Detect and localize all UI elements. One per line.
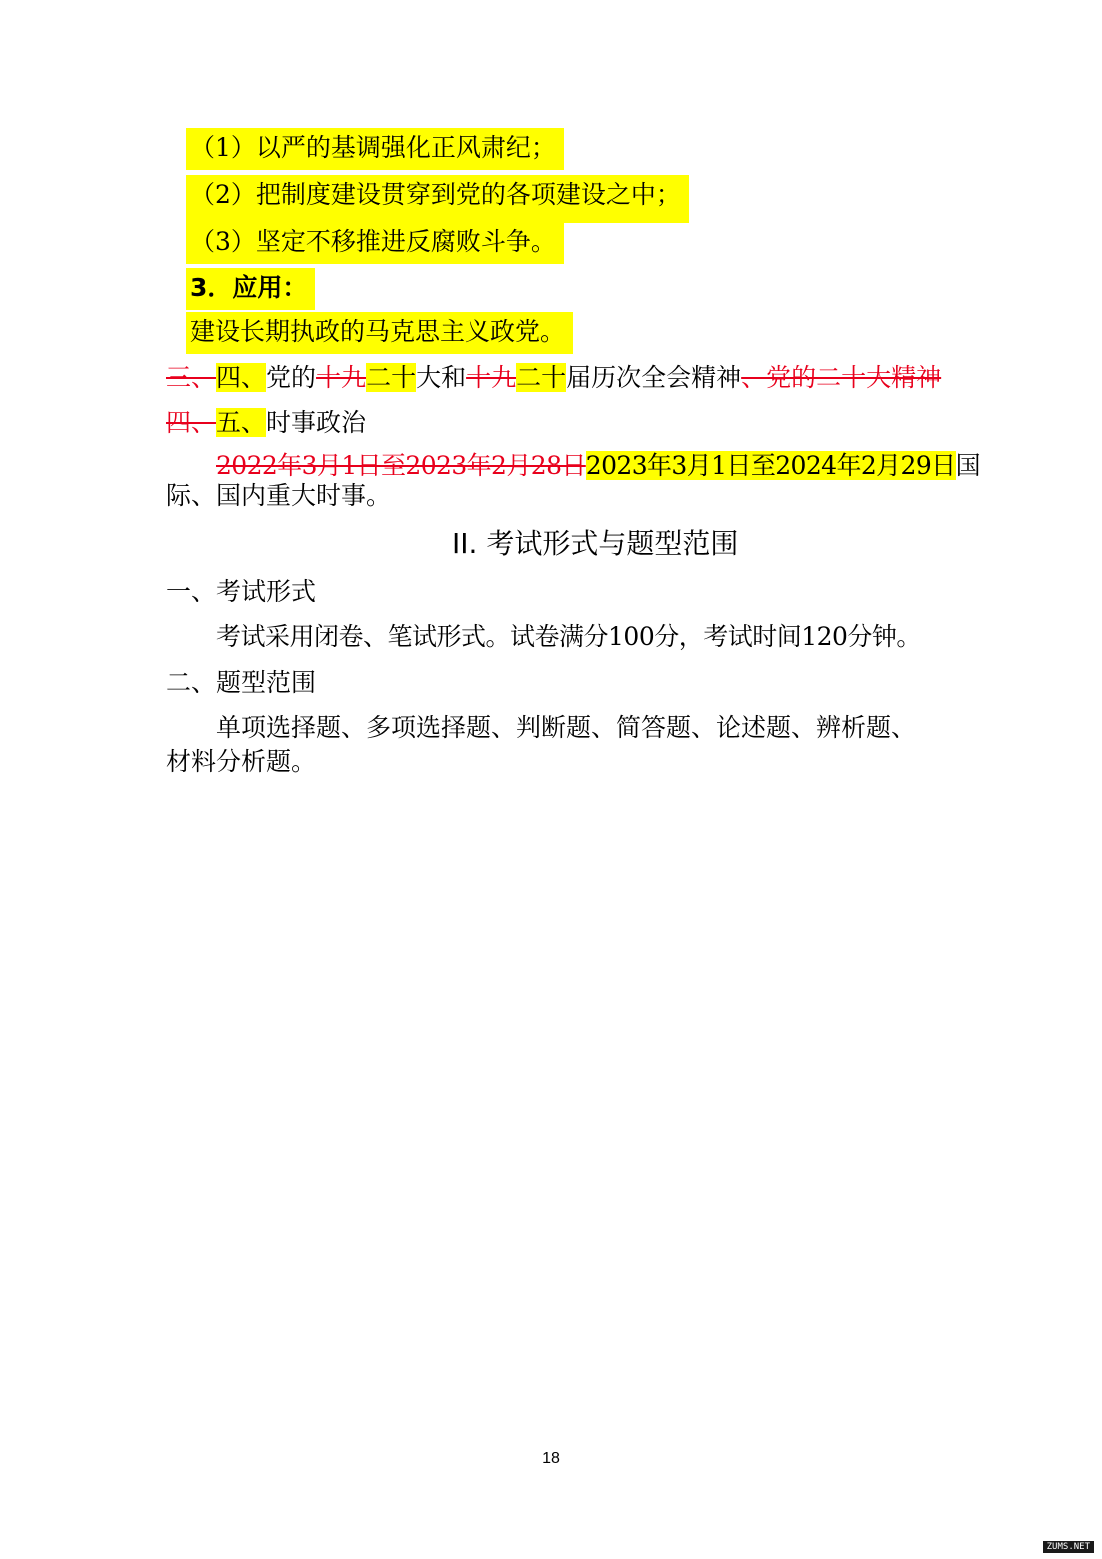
section-four-heading bbox=[166, 360, 941, 396]
application-heading bbox=[186, 268, 315, 310]
current-affairs-tail-1: 国 bbox=[955, 451, 980, 480]
list-item-1-text: （1）以严的基调强化正风肃纪； bbox=[186, 128, 564, 170]
question-types-body-line-1 bbox=[216, 710, 916, 746]
question-types-body-line-2 bbox=[166, 744, 316, 780]
deleted-section-number: 三、 bbox=[166, 363, 217, 392]
section-four-text-3: 届历次全会精神 bbox=[566, 363, 742, 392]
exam-format-body-text: 考试采用闭卷、笔试形式。试卷满分100分，考试时间120分钟。 bbox=[216, 622, 921, 651]
question-types-body-text-1: 单项选择题、多项选择题、判断题、简答题、论述题、辨析题、 bbox=[216, 713, 917, 742]
current-affairs-tail-2: 际、国内重大时事。 bbox=[166, 481, 392, 510]
list-item-2 bbox=[186, 175, 689, 223]
exam-format-title bbox=[166, 574, 316, 610]
deleted-section-tail: 、党的二十大精神 bbox=[741, 363, 942, 392]
section-four-text-1: 党的 bbox=[266, 363, 317, 392]
question-types-title bbox=[166, 665, 316, 701]
part-two-heading-text: II. 考试形式与题型范围 bbox=[452, 527, 739, 560]
list-item-3 bbox=[186, 222, 564, 264]
list-item-1 bbox=[186, 128, 564, 170]
exam-format-body bbox=[216, 619, 921, 655]
deleted-congress-number-b: 十九 bbox=[466, 363, 517, 392]
site-watermark: ZUMS.NET bbox=[1043, 1541, 1094, 1553]
section-four-text-2: 大和 bbox=[416, 363, 467, 392]
application-body bbox=[186, 312, 573, 354]
inserted-date-range: 2023年3月1日至2024年2月29日 bbox=[585, 451, 956, 480]
application-text: 建设长期执政的马克思主义政党。 bbox=[186, 312, 573, 354]
exam-format-title-text: 一、考试形式 bbox=[166, 577, 317, 606]
inserted-congress-number-b: 二十 bbox=[516, 363, 567, 392]
section-five-title: 时事政治 bbox=[266, 408, 367, 437]
part-two-heading bbox=[452, 524, 738, 564]
deleted-section-number: 四、 bbox=[166, 408, 217, 437]
section-five-heading bbox=[166, 405, 366, 441]
inserted-section-number: 四、 bbox=[216, 363, 267, 392]
inserted-congress-number-a: 二十 bbox=[366, 363, 417, 392]
application-label: 3．应用： bbox=[186, 268, 315, 310]
list-item-3-text: （3）坚定不移推进反腐败斗争。 bbox=[186, 222, 564, 264]
list-item-2-text: （2）把制度建设贯穿到党的各项建设之中； bbox=[186, 175, 689, 223]
question-types-title-text: 二、题型范围 bbox=[166, 668, 317, 697]
current-affairs-paragraph-line-2 bbox=[166, 478, 391, 514]
page-number: 18 bbox=[542, 1450, 560, 1467]
inserted-section-number: 五、 bbox=[216, 408, 267, 437]
question-types-body-text-2: 材料分析题。 bbox=[166, 747, 317, 776]
deleted-date-range: 2022年3月1日至2023年2月28日 bbox=[216, 451, 586, 480]
deleted-congress-number-a: 十九 bbox=[316, 363, 367, 392]
